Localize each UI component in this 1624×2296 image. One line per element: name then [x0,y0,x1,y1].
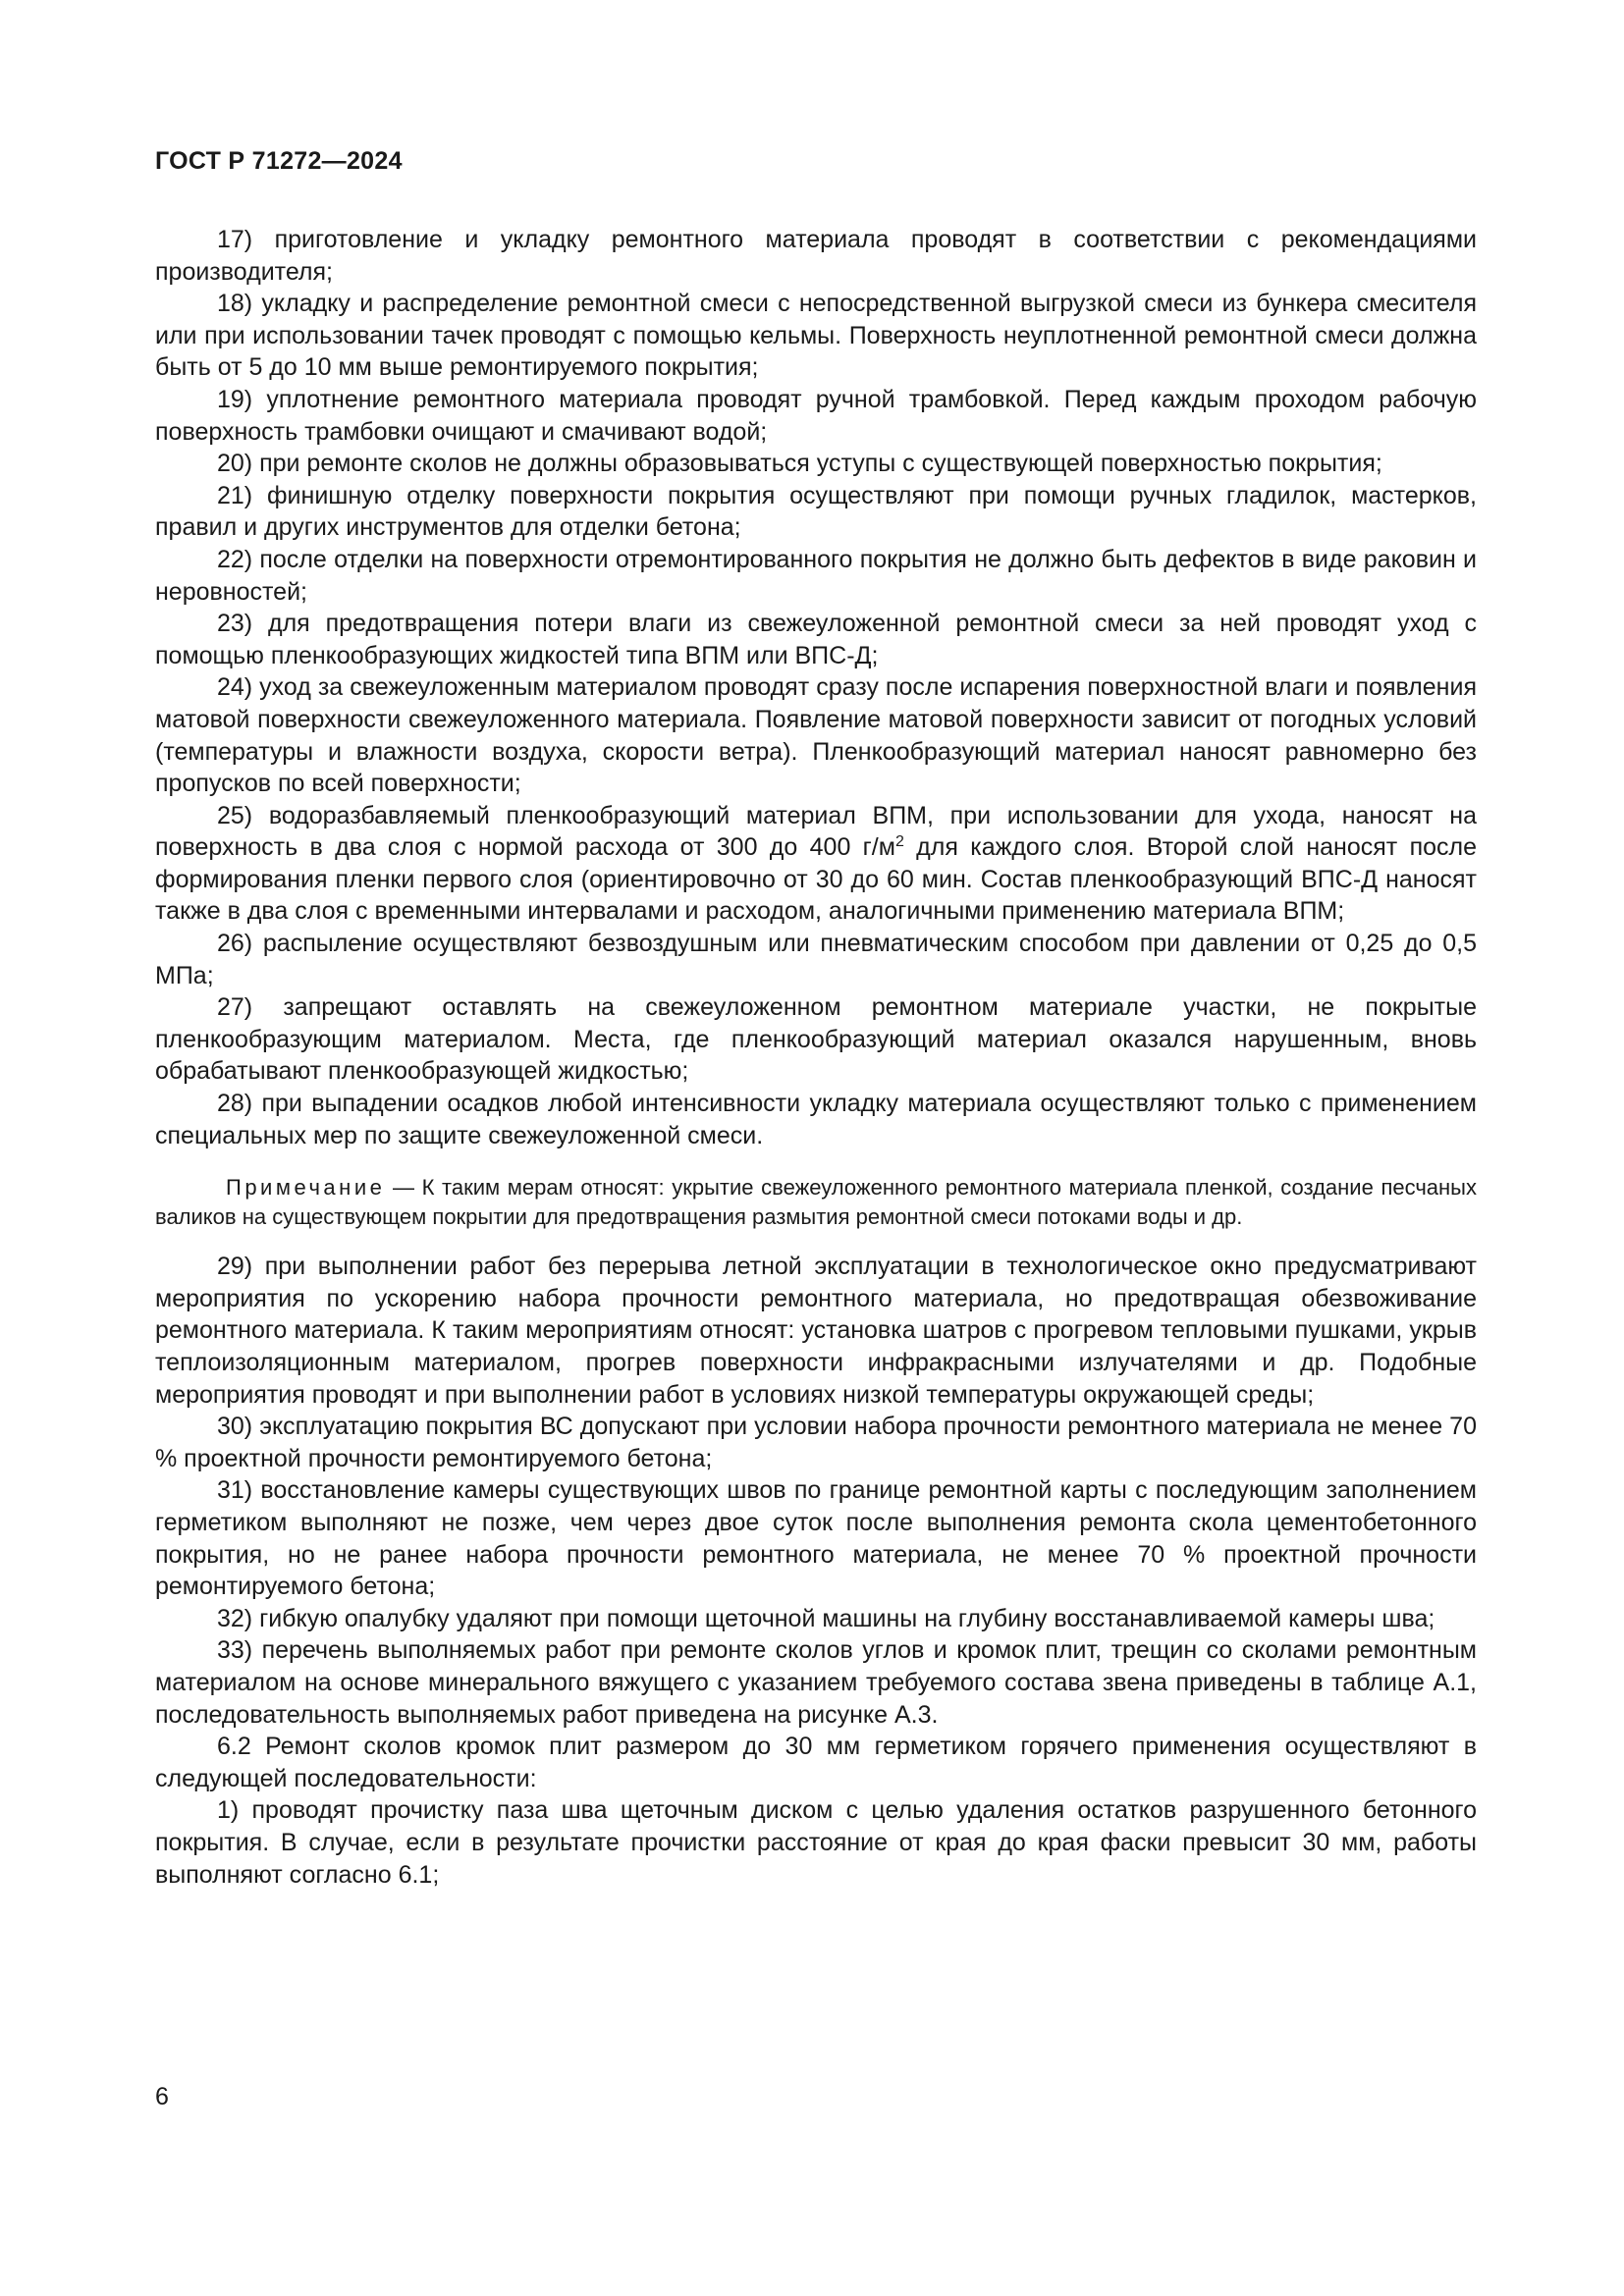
list-item: 30) эксплуатацию покрытия ВС допускают при условии набора прочности ремонтного материала не менее 70 % проектной прочности ремонтируемого бетона; [155,1413,1477,1472]
superscript: 2 [894,833,904,851]
list-item: 31) восстановление камеры существующих швов по границе ремонтной карты с последующим заполнением герметиком выполняют не позже, чем через двое суток после выполнения ремонта скола цементобетонного покрытия, но не ранее набора прочности ремонтного материала, не менее 70 % проектной прочности ремонтируемого бетона; [155,1476,1477,1601]
section-paragraph: 6.2 Ремонт сколов кромок плит размером до 30 мм герметиком горячего применения осуществляют в следующей последовательности: [155,1733,1477,1792]
list-item: 22) после отделки на поверхности отремонтированного покрытия не должно быть дефектов в виде раковин и неровностей; [155,545,1477,606]
page-number: 6 [155,2083,169,2110]
list-item: 24) уход за свежеуложенным материалом проводят сразу после испарения поверхностной влаги и появления матовой поверхности свежеуложенного материала. Появление матовой поверхности зависит от погодных условий (температуры и влажности воздуха, скорости ветра). Пленкообразующий материал наносят равномерно без пропусков по всей поверхности; [155,673,1477,798]
list-item: 21) финишную отделку поверхности покрытия осуществляют при помощи ручных гладилок, мастерков, правил и других инструментов для отделки бетона; [155,481,1477,542]
document-code: ГОСТ Р 71272—2024 [155,147,403,175]
list-item: 26) распыление осуществляют безвоздушным или пневматическим способом при давлении от 0,25 до 0,5 МПа; [155,930,1477,989]
item25-text-b: для каждого слоя. Второй слой наносят после формирования пленки первого слоя (ориентировочно от 30 до 60 мин. Состав пленкообразующий ВПС-Д наносят также в два слоя с временными интервалами и расходом, аналогичными применению материала ВПМ; [155,833,1478,926]
list-item: 19) уплотнение ремонтного материала проводят ручной трамбовкой. Перед каждым проходом рабочую поверхность трамбовки очищают и смачивают водой; [155,385,1477,446]
list-item: 23) для предотвращения потери влаги из свежеуложенной ремонтной смеси за ней проводят уход с помощью пленкообразующих жидкостей типа ВПМ или ВПС-Д; [155,610,1477,669]
list-item: 1) проводят прочистку паза шва щеточным диском с целью удаления остатков разрушенного бетонного покрытия. В случае, если в результате прочистки расстояние от края до края фаски превысит 30 мм, работы выполняют согласно 6.1; [155,1796,1477,1889]
list-item: 27) запрещают оставлять на свежеуложенном ремонтном материале участки, не покрытые пленкообразующим материалом. Места, где пленкообразующий материал оказался нарушенным, вновь обрабатывают пленкообразующей жидкостью; [155,993,1477,1086]
list-item-25 [155,800,1477,928]
document-body [155,224,1477,1891]
list-item: 32) гибкую опалубку удаляют при помощи щеточной машины на глубину восстанавливаемой камеры шва; [217,1604,1435,1632]
list-item: 17) приготовление и укладку ремонтного материала проводят в соответствии с рекомендациями производителя; [155,226,1477,286]
list-item: 33) перечень выполняемых работ при ремонте сколов углов и кромок плит, трещин со сколами ремонтным материалом на основе минерального вяжущего с указанием требуемого состава звена приведены в таблице А.1, последовательность выполняемых работ приведена на рисунке А.3. [155,1636,1477,1729]
list-item: 29) при выполнении работ без перерыва летной эксплуатации в технологическое окно предусматривают мероприятия по ускорению набора прочности ремонтного материала, но предотвращая обезвоживание ремонтного материала. К таким мероприятиям относят: установка шатров с прогревом тепловыми пушками, укрыв теплоизоляционным материалом, прогрев поверхности инфракрасными излучателями и др. Подобные мероприятия проводят и при выполнении работ в условиях низкой температуры окружающей среды; [155,1253,1477,1409]
list-item: 18) укладку и распределение ремонтной смеси с непосредственной выгрузкой смеси из бункера смесителя или при использовании тачек проводят с помощью кельмы. Поверхность неуплотненной ремонтной смеси должна быть от 5 до 10 мм выше ремонтируемого покрытия; [155,290,1477,382]
list-item: 20) при ремонте сколов не должны образовываться уступы с существующей поверхностью покрытия; [217,450,1382,478]
list-item: 28) при выпадении осадков любой интенсивности укладку материала осуществляют только с применением специальных мер по защите свежеуложенной смеси. [155,1090,1477,1149]
note [155,1173,1477,1231]
note-label: Примечание [226,1175,386,1201]
note-text: — К таким мерам относят: укрытие свежеуложенного ремонтного материала пленкой, создание песчаных валиков на существующем покрытии для предотвращения размытия ремонтной смеси потоками воды и др. [155,1175,1477,1229]
item25-text-a: 25) водоразбавляемый пленкообразующий материал ВПМ, при использовании для ухода, наносят на поверхность в два слоя с нормой расхода от 300 до 400 г/м [155,801,1477,862]
